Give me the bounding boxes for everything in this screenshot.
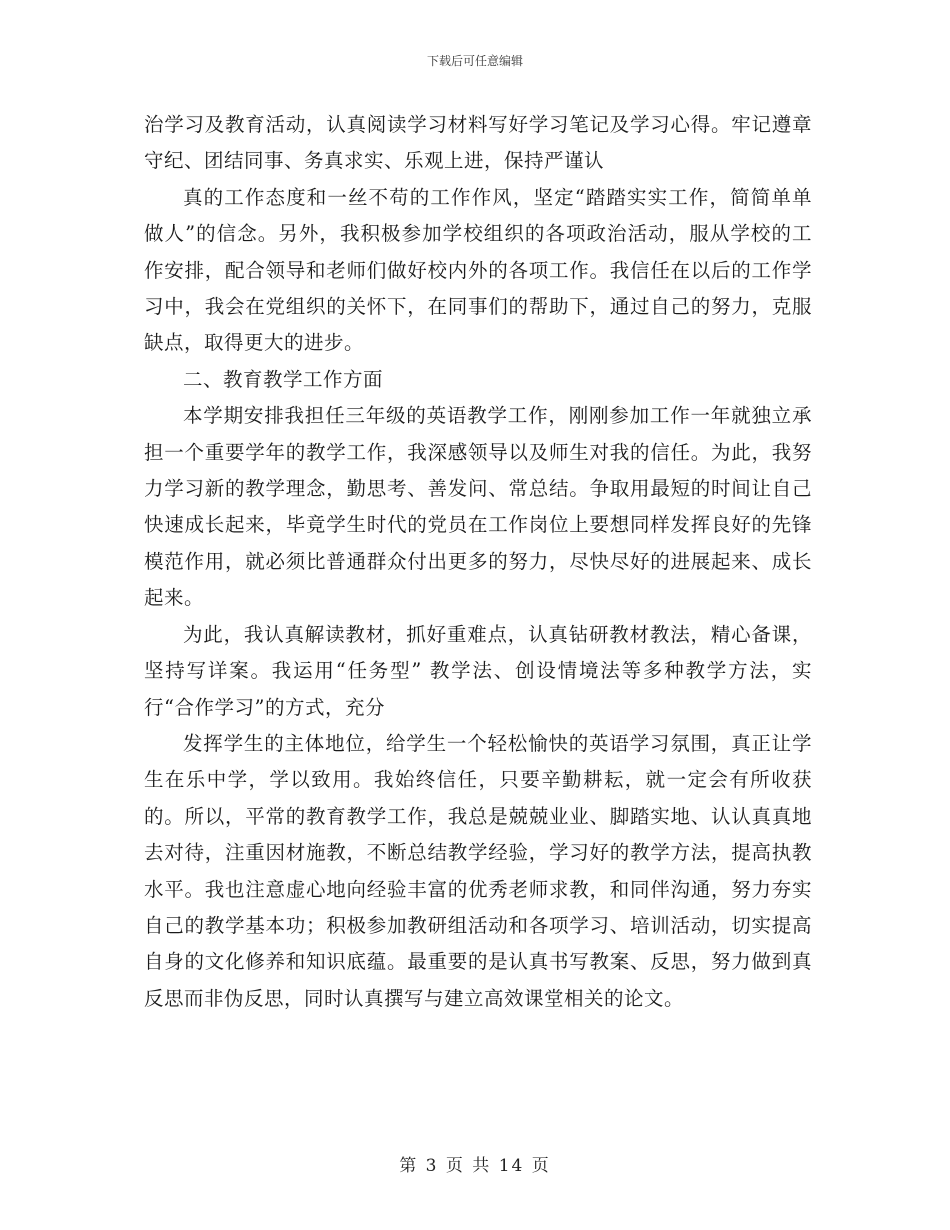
section-heading: 二、教育教学工作方面	[183, 367, 384, 391]
paragraph-4: 为此，我认真解读教材，抓好重难点，认真钻研教材教法，精心备课，坚持写详案。我运用“任务型” 教学法、创设情境法等多种教学方法，实行“合作学习”的方式，充分	[144, 622, 812, 719]
page-footer: 第 3 页 共 14 页	[399, 1156, 551, 1176]
document-body	[144, 107, 812, 1017]
paragraph-3: 本学期安排我担任三年级的英语教学工作，刚刚参加工作一年就独立承担一个重要学年的教学工作，我深感领导以及师生对我的信任。为此，我努力学习新的教学理念，勤思考、善发问、常总结。争取用最短的时间让自己快速成长起来，毕竟学生时代的党员在工作岗位上要想同样发挥良好的先锋模范作用，就必须比普通群众付出更多的努力，尽快尽好的进展起来、成长起来。	[144, 404, 812, 610]
paragraph-1: 治学习及教育活动，认真阅读学习材料写好学习笔记及学习心得。牢记遵章守纪、团结同事、务真求实、乐观上进，保持严谨认	[144, 113, 812, 173]
paragraph-2: 真的工作态度和一丝不苟的工作作风，坚定“踏踏实实工作，简简单单做人”的信念。另外，我积极参加学校组织的各项政治活动，服从学校的工作安排，配合领导和老师们做好校内外的各项工作。我信任在以后的工作学习中，我会在党组织的关怀下，在同事们的帮助下，通过自己的努力，克服缺点，取得更大的进步。	[144, 185, 812, 355]
paragraph-5: 发挥学生的主体地位，给学生一个轻松愉快的英语学习氛围，真正让学生在乐中学，学以致用。我始终信任，只要辛勤耕耘，就一定会有所收获的。所以，平常的教育教学工作，我总是兢兢业业、脚踏实地、认认真真地去对待，注重因材施教，不断总结教学经验，学习好的教学方法，提高执教水平。我也注意虚心地向经验丰富的优秀老师求教，和同伴沟通，努力夯实自己的教学基本功；积极参加教研组活动和各项学习、培训活动，切实提高自身的文化修养和知识底蕴。最重要的是认真书写教案、反思，努力做到真反思而非伪反思，同时认真撰写与建立高效课堂相关的论文。	[144, 731, 812, 1010]
page-header: 下载后可任意编辑	[426, 54, 523, 68]
